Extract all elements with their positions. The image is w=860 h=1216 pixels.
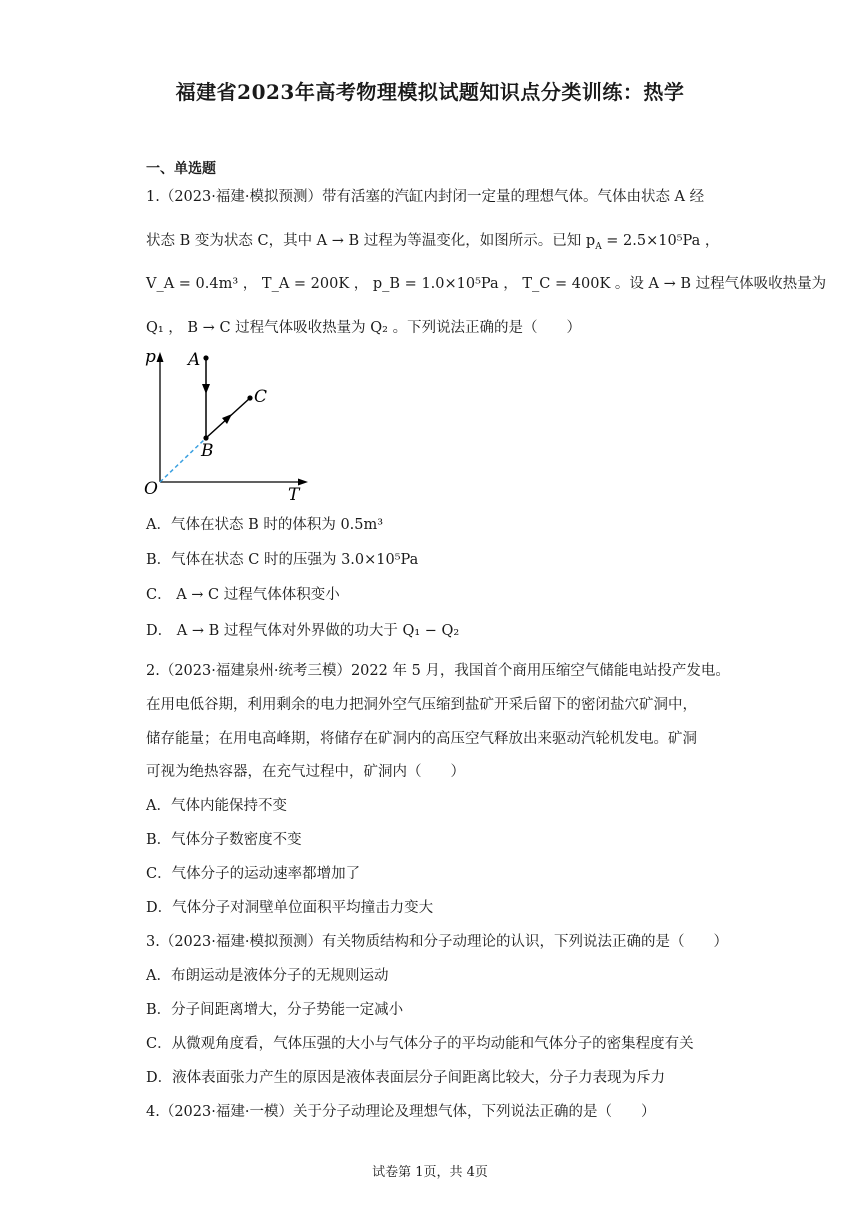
section-heading: 一、单选题	[146, 161, 216, 177]
q3-option-a: A．布朗运动是液体分子的无规则运动	[146, 968, 389, 984]
point-c	[247, 395, 252, 400]
q2-option-d: D．气体分子对洞壁单位面积平均撞击力变大	[146, 900, 434, 916]
origin-label: O	[144, 479, 158, 499]
pt-graph	[140, 342, 320, 507]
q3-option-c: C．从微观角度看，气体压强的大小与气体分子的平均动能和气体分子的密集程度有关	[146, 1036, 694, 1052]
q1-line-2	[146, 229, 719, 252]
q2-option-b: B．气体分子数密度不变	[146, 832, 302, 848]
q4-line-1: 4.（2023·福建·一模）关于分子动理论及理想气体，下列说法正确的是（ ）	[146, 1104, 656, 1120]
q2-option-c: C．气体分子的运动速率都增加了	[146, 866, 361, 882]
q2-line-4: 可视为绝热容器，在充气过程中，矿洞内（ ）	[146, 764, 465, 780]
q1-option-a: A．气体在状态 B 时的体积为 0.5m³	[146, 517, 384, 533]
q3-line-1: 3.（2023·福建·模拟预测）有关物质结构和分子动理论的认识，下列说法正确的是（ ）	[146, 934, 728, 950]
q1-option-d: D． A → B 过程气体对外界做的功大于 Q₁ − Q₂	[146, 623, 460, 639]
point-c-label: C	[254, 387, 268, 407]
q1-option-c: C． A → C 过程气体体积变小	[146, 587, 340, 603]
y-axis-arrow	[157, 352, 164, 362]
axis-label-p: p	[145, 347, 156, 367]
q2-line-2: 在用电低谷期，利用剩余的电力把洞外空气压缩到盐矿开采后留下的密闭盐穴矿洞中，	[146, 697, 697, 713]
q1-line-2-sub: A	[595, 241, 602, 252]
q1-line-2-end: = 2.5×10⁵Pa ，	[601, 233, 720, 249]
q2-line-3: 储存能量；在用电高峰期，将储存在矿洞内的高压空气释放出来驱动汽轮机发电。矿洞	[146, 731, 697, 747]
q1-line-2-text: 状态 B 变为状态 C，其中 A → B 过程为等温变化，如图所示。已知 p	[146, 233, 596, 249]
q1-line-1: 1.（2023·福建·模拟预测）带有活塞的汽缸内封闭一定量的理想气体。气体由状态 A 经	[146, 189, 705, 205]
ob-dashed-line	[160, 438, 206, 482]
q1-line-3: V_A = 0.4m³ ， T_A = 200K ， p_B = 1.0×10⁵Pa ， T_C = 400K 。设 A → B 过程气体吸收热量为	[146, 276, 827, 292]
ab-arrow	[202, 384, 210, 394]
page-footer: 试卷第 1页，共 4页	[372, 1165, 488, 1180]
page-title: 福建省2023年高考物理模拟试题知识点分类训练：热学	[175, 80, 685, 104]
point-a-label: A	[188, 350, 201, 370]
point-a	[203, 355, 208, 360]
axis-label-t: T	[288, 485, 300, 505]
q2-line-1: 2.（2023·福建泉州·统考三模）2022 年 5 月，我国首个商用压缩空气储能电站投产发电。	[146, 663, 730, 679]
q2-option-a: A．气体内能保持不变	[146, 798, 287, 814]
point-b	[203, 435, 208, 440]
q3-option-b: B．分子间距离增大，分子势能一定减小	[146, 1002, 404, 1018]
q3-option-d: D．液体表面张力产生的原因是液体表面层分子间距离比较大，分子力表现为斥力	[146, 1070, 666, 1086]
x-axis-arrow	[298, 479, 308, 486]
point-b-label: B	[201, 441, 214, 461]
q1-line-4: Q₁ ， B → C 过程气体吸收热量为 Q₂ 。下列说法正确的是（ ）	[146, 320, 582, 336]
q1-option-b: B．气体在状态 C 时的压强为 3.0×10⁵Pa	[146, 552, 419, 568]
